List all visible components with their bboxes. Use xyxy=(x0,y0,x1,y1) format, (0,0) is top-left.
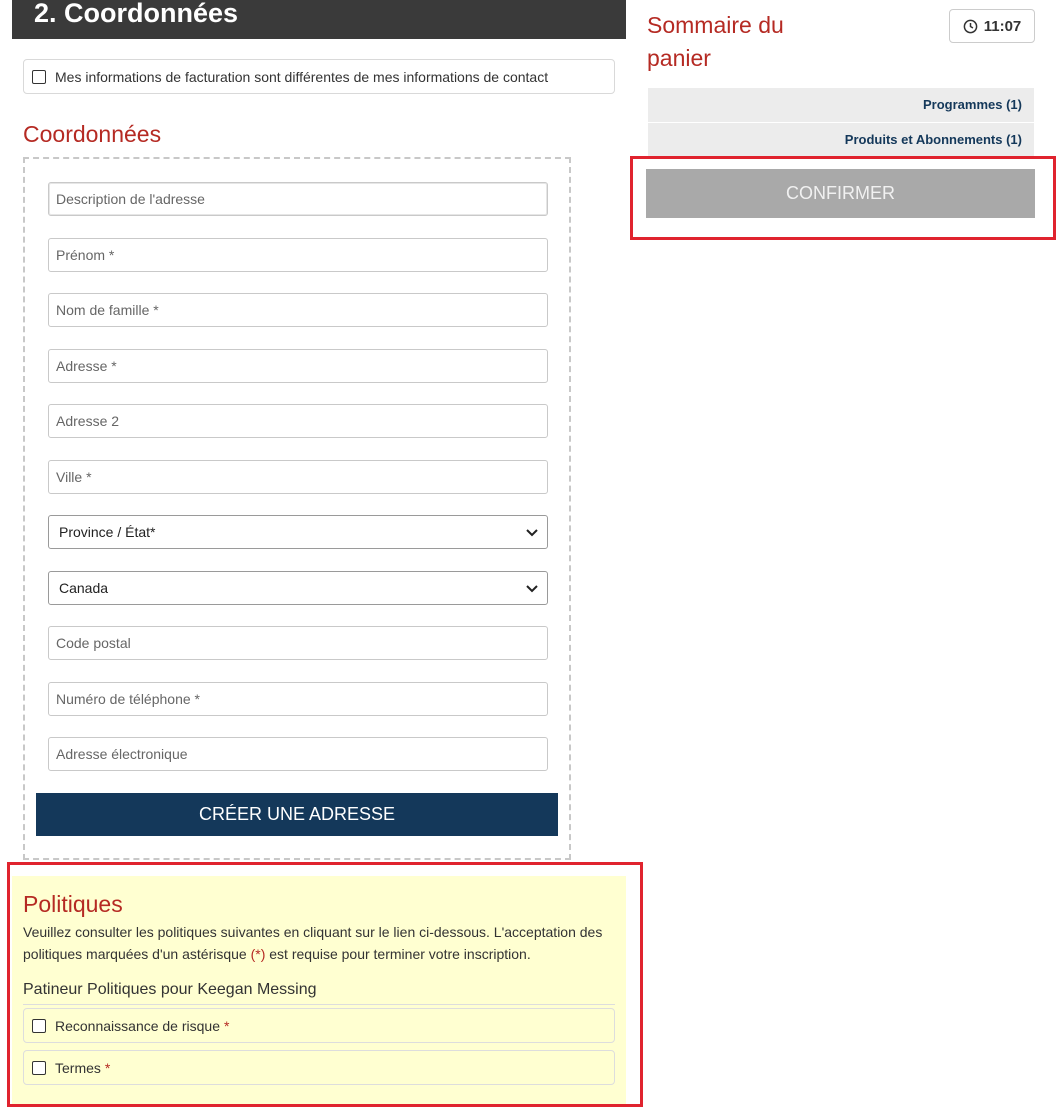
clock-icon xyxy=(963,19,978,34)
address2-input[interactable]: Adresse 2 xyxy=(48,404,548,438)
postal-code-input[interactable]: Code postal xyxy=(48,626,548,660)
cart-row-products[interactable]: Produits et Abonnements (1) xyxy=(648,123,1034,157)
policy-item-terms[interactable] xyxy=(23,1050,615,1085)
phone-input[interactable]: Numéro de téléphone * xyxy=(48,682,548,716)
address-form xyxy=(23,157,571,860)
policies-subheading: Patineur Politiques pour Keegan Messing xyxy=(23,981,615,1005)
chevron-down-icon xyxy=(525,525,539,539)
billing-different-checkbox[interactable] xyxy=(32,70,46,84)
coordinates-heading: Coordonnées xyxy=(23,121,162,147)
policies-description-text-end: est requise pour terminer votre inscription. xyxy=(265,946,531,962)
required-asterisk: (*) xyxy=(250,946,266,962)
province-select[interactable] xyxy=(48,515,548,549)
first-name-input[interactable]: Prénom * xyxy=(48,238,548,272)
province-select-value: Province / État* xyxy=(59,524,156,540)
create-address-button[interactable]: CRÉER UNE ADRESSE xyxy=(36,793,558,836)
required-asterisk: * xyxy=(224,1017,230,1034)
cart-row-programs[interactable]: Programmes (1) xyxy=(648,88,1034,122)
timer-value: 11:07 xyxy=(983,17,1022,35)
billing-different-label: Mes informations de facturation sont différentes de mes informations de contact xyxy=(55,68,549,85)
confirm-button[interactable]: CONFIRMER xyxy=(646,169,1035,218)
cart-summary-heading: Sommaire du panier xyxy=(647,12,784,71)
policies-description-text: Veuillez consulter les politiques suivantes en cliquant sur le lien ci-dessous. L'acceptation des politiques marquées d'un astérisque xyxy=(23,924,603,962)
country-select-value: Canada xyxy=(59,580,109,596)
address-input[interactable]: Adresse * xyxy=(48,349,548,383)
email-input[interactable]: Adresse électronique xyxy=(48,737,548,771)
chevron-down-icon xyxy=(525,581,539,595)
country-select[interactable] xyxy=(48,571,548,605)
policy-terms-label[interactable]: Termes xyxy=(55,1059,101,1076)
policy-risk-label[interactable]: Reconnaissance de risque xyxy=(55,1017,220,1034)
city-input[interactable]: Ville * xyxy=(48,460,548,494)
session-timer xyxy=(949,9,1035,43)
section-title: 2. Coordonnées xyxy=(34,0,239,28)
policy-item-risk[interactable] xyxy=(23,1008,615,1043)
policies-description xyxy=(23,921,623,965)
policy-terms-checkbox[interactable] xyxy=(32,1061,46,1075)
policies-heading: Politiques xyxy=(23,891,123,917)
required-asterisk: * xyxy=(104,1059,111,1076)
last-name-input[interactable]: Nom de famille * xyxy=(48,293,548,327)
billing-different-option[interactable] xyxy=(23,59,615,94)
section-header xyxy=(12,0,626,39)
address-description-input[interactable]: Description de l'adresse xyxy=(48,182,548,216)
policy-risk-checkbox[interactable] xyxy=(32,1019,46,1033)
